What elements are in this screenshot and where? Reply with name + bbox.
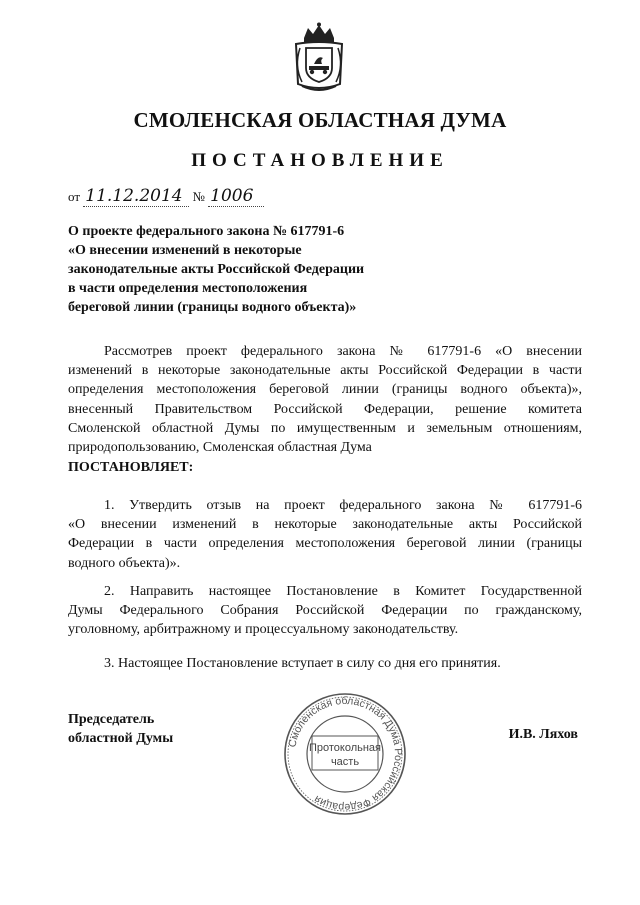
intro-line: Рассмотрев проект федерального закона № 617791-6 «О внесении: [104, 344, 582, 359]
number-sign: №: [192, 189, 205, 204]
resolution-item-3: [68, 654, 582, 673]
intro-paragraph: [68, 342, 582, 457]
resolve-label: ПОСТАНОВЛЯЕТ:: [68, 460, 194, 475]
official-stamp: [282, 692, 408, 816]
subject-line: О проекте федерального закона № 617791-6: [68, 224, 345, 239]
signatory-title-line: областной Думы: [68, 731, 174, 746]
item-line: Думы Федерального Собрания Российской Федерации по гражданскому,: [68, 603, 582, 619]
document-number: 1006: [208, 186, 264, 207]
intro-line: определения местоположения береговой линии (границы водного объекта)»,: [68, 382, 582, 398]
stamp-inner-line: Протокольная: [308, 742, 382, 754]
item-line: Федерации в части определения местоположения береговой линии (границы: [68, 536, 582, 552]
item-line: «О внесении изменений в некоторые законодательные акты Российской: [68, 517, 582, 533]
subject-line: береговой линии (границы водного объекта)»: [68, 300, 357, 315]
stamp-inner-line: часть: [330, 756, 360, 768]
intro-line: Смоленской областной Думы по имущественным и земельным отношениям,: [68, 420, 582, 436]
subject-line: в части определения местоположения: [68, 281, 308, 296]
item-line: 3. Настоящее Постановление вступает в силу со дня его принятия.: [104, 656, 501, 671]
document-date: 11.12.2014: [83, 186, 189, 207]
resolution-item-1: [68, 496, 582, 573]
signatory-title: [68, 710, 173, 748]
item-line: 2. Направить настоящее Постановление в Комитет Государственной: [104, 584, 582, 599]
document-subject: [68, 222, 398, 317]
intro-line: изменений в некоторые законодательные акты Российской Федерации в части: [68, 363, 582, 379]
document-type-heading: ПОСТАНОВЛЕНИЕ: [191, 150, 449, 171]
signatory-name: И.В. Ляхов: [508, 727, 578, 742]
coat-of-arms-icon: [290, 22, 348, 94]
item-line: 1. Утвердить отзыв на проект федерального закона № 617791-6: [104, 498, 582, 513]
signatory-title-line: Председатель: [68, 712, 155, 727]
intro-line: природопользованию, Смоленская областная Дума: [68, 440, 372, 456]
date-number-line: [68, 186, 264, 207]
resolution-item-2: [68, 582, 582, 640]
item-line: уголовному, арбитражному и процессуальному законодательству.: [68, 622, 459, 638]
stamp-outer-text: Смоленская областная Дума Российская Федерация: [286, 694, 405, 814]
organization-title: СМОЛЕНСКАЯ ОБЛАСТНАЯ ДУМА: [133, 108, 507, 132]
date-prefix: от: [68, 189, 81, 204]
subject-line: законодательные акты Российской Федерации: [68, 262, 365, 277]
subject-line: «О внесении изменений в некоторые: [68, 243, 302, 258]
item-line: водного объекта)».: [68, 555, 181, 571]
intro-line: внесенный Правительством Российской Федерации, решение комитета: [68, 401, 582, 417]
